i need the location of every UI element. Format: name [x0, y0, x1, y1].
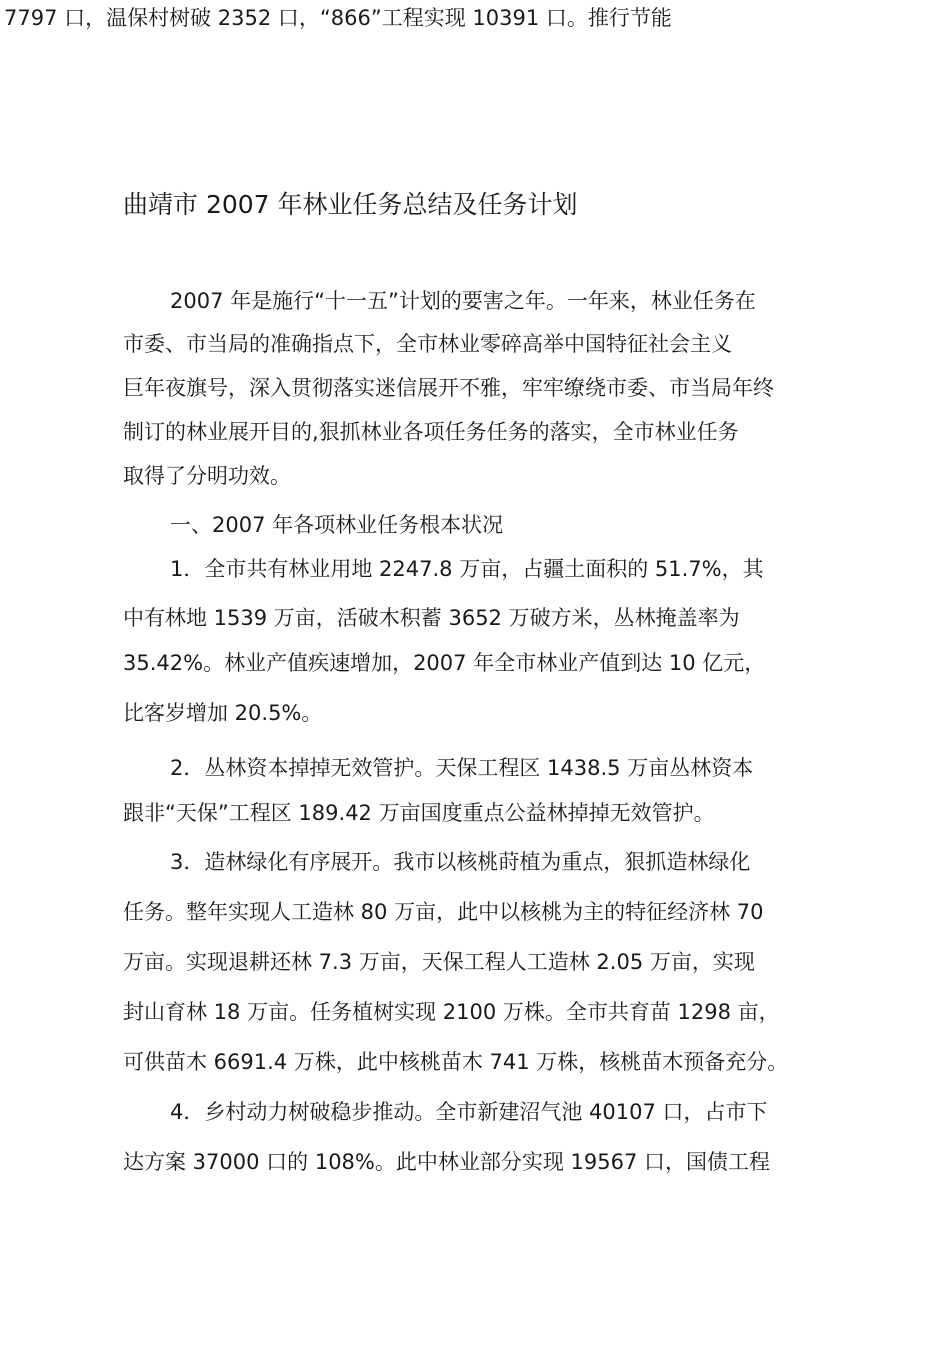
paragraph-line: 3．造林绿化有序展开。我市以核桃莳植为重点，狠抓造林绿化: [170, 850, 751, 874]
section-heading: 一、2007 年各项林业任务根本状况: [170, 513, 504, 537]
paragraph-line: 1．全市共有林业用地 2247.8 万亩，占疆土面积的 51.7%，其: [170, 557, 764, 581]
paragraph-line: 4．乡村动力树破稳步推动。全市新建沼气池 40107 口，占市下: [170, 1100, 768, 1124]
paragraph-line: 制订的林业展开目的,狠抓林业各项任务任务的落实，全市林业任务: [123, 420, 739, 444]
paragraph-line: 可供苗木 6691.4 万株，此中核桃苗木 741 万株，核桃苗木预备充分。: [123, 1050, 789, 1074]
paragraph-line: 跟非“天保”工程区 189.42 万亩国度重点公益林掉掉无效管护。: [123, 801, 715, 825]
paragraph-line: 取得了分明功效。: [123, 464, 291, 488]
paragraph-line: 万亩。实现退耕还林 7.3 万亩，天保工程人工造林 2.05 万亩，实现: [123, 950, 755, 974]
paragraph-line: 2007 年是施行“十一五”计划的要害之年。一年来，林业任务在: [170, 289, 756, 313]
paragraph-line: 封山育林 18 万亩。任务植树实现 2100 万株。全市共育苗 1298 亩，: [123, 1000, 780, 1024]
paragraph-line: 达方案 37000 口的 108%。此中林业部分实现 19567 口，国债工程: [123, 1150, 771, 1174]
paragraph-line: 35.42%。林业产值疾速增加，2007 年全市林业产值到达 10 亿元，: [123, 651, 766, 675]
document-title: 曲靖市 2007 年林业任务总结及任务计划: [123, 190, 578, 219]
paragraph-line: 巨年夜旗号，深入贯彻落实迷信展开不雅，牢牢缭绕市委、市当局年终: [123, 376, 774, 400]
paragraph-line: 市委、市当局的准确指点下，全市林业零碎高举中国特征社会主义: [123, 332, 732, 356]
paragraph-line: 比客岁增加 20.5%。: [123, 701, 323, 725]
paragraph-line: 2．丛林资本掉掉无效管护。天保工程区 1438.5 万亩丛林资本: [170, 756, 754, 780]
paragraph-line: 中有林地 1539 万亩，活破木积蓄 3652 万破方米，丛林掩盖率为: [123, 606, 740, 630]
carryover-line: 7797 口，温保村树破 2352 口，“866”工程实现 10391 口。推行节能: [4, 6, 672, 30]
paragraph-line: 任务。整年实现人工造林 80 万亩，此中以核桃为主的特征经济林 70: [123, 900, 764, 924]
